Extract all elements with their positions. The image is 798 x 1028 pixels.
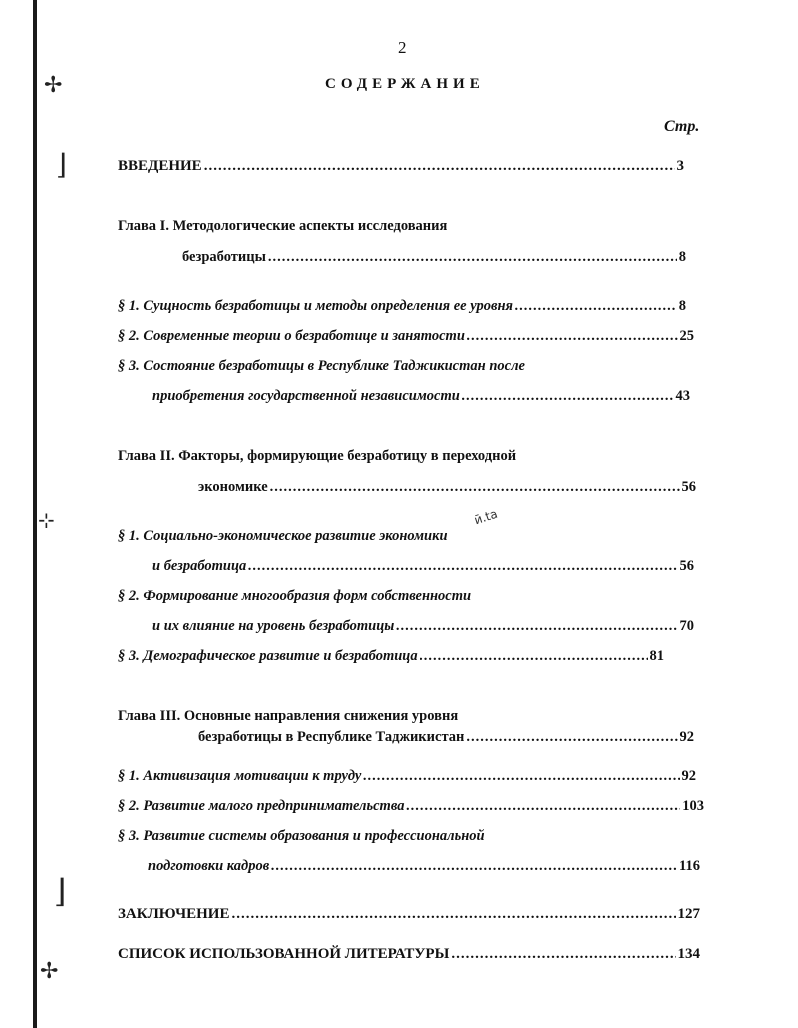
leader-dots xyxy=(271,858,677,875)
leader-dots xyxy=(270,479,680,496)
leader-dots xyxy=(420,648,648,665)
section-2-1 xyxy=(152,558,694,575)
toc-entry-page: 56 xyxy=(679,558,694,574)
toc-entry-label: § 3. Демографическое развитие и безработица xyxy=(118,648,418,664)
chapter-1-title: Глава I. Методологические аспекты исследования xyxy=(118,218,448,234)
toc-entry-page: 134 xyxy=(677,946,700,962)
leader-dots xyxy=(466,729,677,746)
toc-entry-label: § 1. Сущность безработицы и методы определения ее уровня xyxy=(118,298,513,314)
section-2-3 xyxy=(118,648,664,665)
toc-entry-label: § 2. Развитие малого предпринимательства xyxy=(118,798,405,814)
page-number: 2 xyxy=(398,38,407,57)
toc-entry-page: 116 xyxy=(679,858,700,874)
leader-dots xyxy=(462,388,674,405)
chapter-1-title-cont xyxy=(182,249,686,266)
margin-mark-bottom: ✢ xyxy=(40,958,59,983)
page-title: СОДЕРЖАНИЕ xyxy=(325,76,485,92)
page-column-label: Стр. xyxy=(664,118,700,135)
toc-entry-page: 3 xyxy=(676,158,684,174)
toc-entry-label: и их влияние на уровень безработицы xyxy=(152,618,395,634)
toc-entry-intro xyxy=(118,158,684,175)
section-3-3-line1: § 3. Развитие системы образования и профессиональной xyxy=(118,828,485,844)
toc-entry-label: § 2. Современные теории о безработице и занятости xyxy=(118,328,465,344)
handwritten-annotation: ӣ.ta xyxy=(472,506,500,528)
toc-entry-page: 8 xyxy=(678,249,686,265)
toc-entry-bibliography xyxy=(118,946,700,963)
toc-entry-label: и безработица xyxy=(152,558,247,574)
toc-entry-page: 43 xyxy=(675,388,690,404)
toc-entry-page: 92 xyxy=(679,729,694,745)
section-3-1 xyxy=(118,768,696,785)
toc-entry-conclusion xyxy=(118,906,700,923)
leader-dots xyxy=(248,558,677,575)
section-3-2 xyxy=(118,798,704,815)
toc-entry-page: 127 xyxy=(677,906,700,922)
section-2-2-line1: § 2. Формирование многообразия форм собственности xyxy=(118,588,472,604)
toc-entry-page: 25 xyxy=(679,328,694,344)
section-2-1-line1: § 1. Социально-экономическое развитие экономики xyxy=(118,528,448,544)
leader-dots xyxy=(204,158,675,175)
toc-entry-label: экономике xyxy=(198,479,268,495)
toc-entry-page: 70 xyxy=(679,618,694,634)
chapter-3-title-cont xyxy=(198,729,694,746)
toc-entry-label: безработицы в Республике Таджикистан xyxy=(198,729,465,745)
section-1-3 xyxy=(152,388,690,405)
section-2-2 xyxy=(152,618,694,635)
toc-entry-page: 103 xyxy=(682,798,704,814)
toc-entry-label: приобретения государственной независимости xyxy=(152,388,460,404)
leader-dots xyxy=(515,298,677,315)
chapter-2-title: Глава II. Факторы, формирующие безработицу в переходной xyxy=(118,448,517,464)
margin-mark-bracket-2: ⌋ xyxy=(54,873,67,909)
leader-dots xyxy=(451,946,675,963)
chapter-2-title-cont xyxy=(198,479,696,496)
toc-entry-label: ЗАКЛЮЧЕНИЕ xyxy=(118,906,230,922)
section-1-1 xyxy=(118,298,686,315)
toc-entry-label: СПИСОК ИСПОЛЬЗОВАННОЙ ЛИТЕРАТУРЫ xyxy=(118,946,450,962)
margin-mark-top: ✢ xyxy=(44,72,63,97)
toc-entry-label: безработицы xyxy=(182,249,266,265)
toc-entry-page: 56 xyxy=(681,479,696,495)
scan-edge-bar xyxy=(33,0,37,1028)
leader-dots xyxy=(406,798,680,815)
leader-dots xyxy=(231,906,675,923)
margin-mark-bracket-1: ⌋ xyxy=(56,150,67,181)
toc-entry-page: 92 xyxy=(681,768,696,784)
section-1-2 xyxy=(118,328,694,345)
section-1-3-line1: § 3. Состояние безработицы в Республике Таджикистан после xyxy=(118,358,525,374)
toc-entry-label: § 1. Активизация мотивации к труду xyxy=(118,768,362,784)
toc-entry-page: 81 xyxy=(649,648,664,664)
leader-dots xyxy=(363,768,679,785)
toc-entry-label: ВВЕДЕНИЕ xyxy=(118,158,202,174)
chapter-3-title: Глава III. Основные направления снижения уровня xyxy=(118,708,459,724)
toc-entry-label: подготовки кадров xyxy=(148,858,270,874)
margin-mark-middle: ⊹ xyxy=(38,510,55,532)
leader-dots xyxy=(467,328,678,345)
toc-entry-page: 8 xyxy=(678,298,686,314)
leader-dots xyxy=(396,618,677,635)
leader-dots xyxy=(268,249,677,266)
section-3-3 xyxy=(148,858,700,875)
